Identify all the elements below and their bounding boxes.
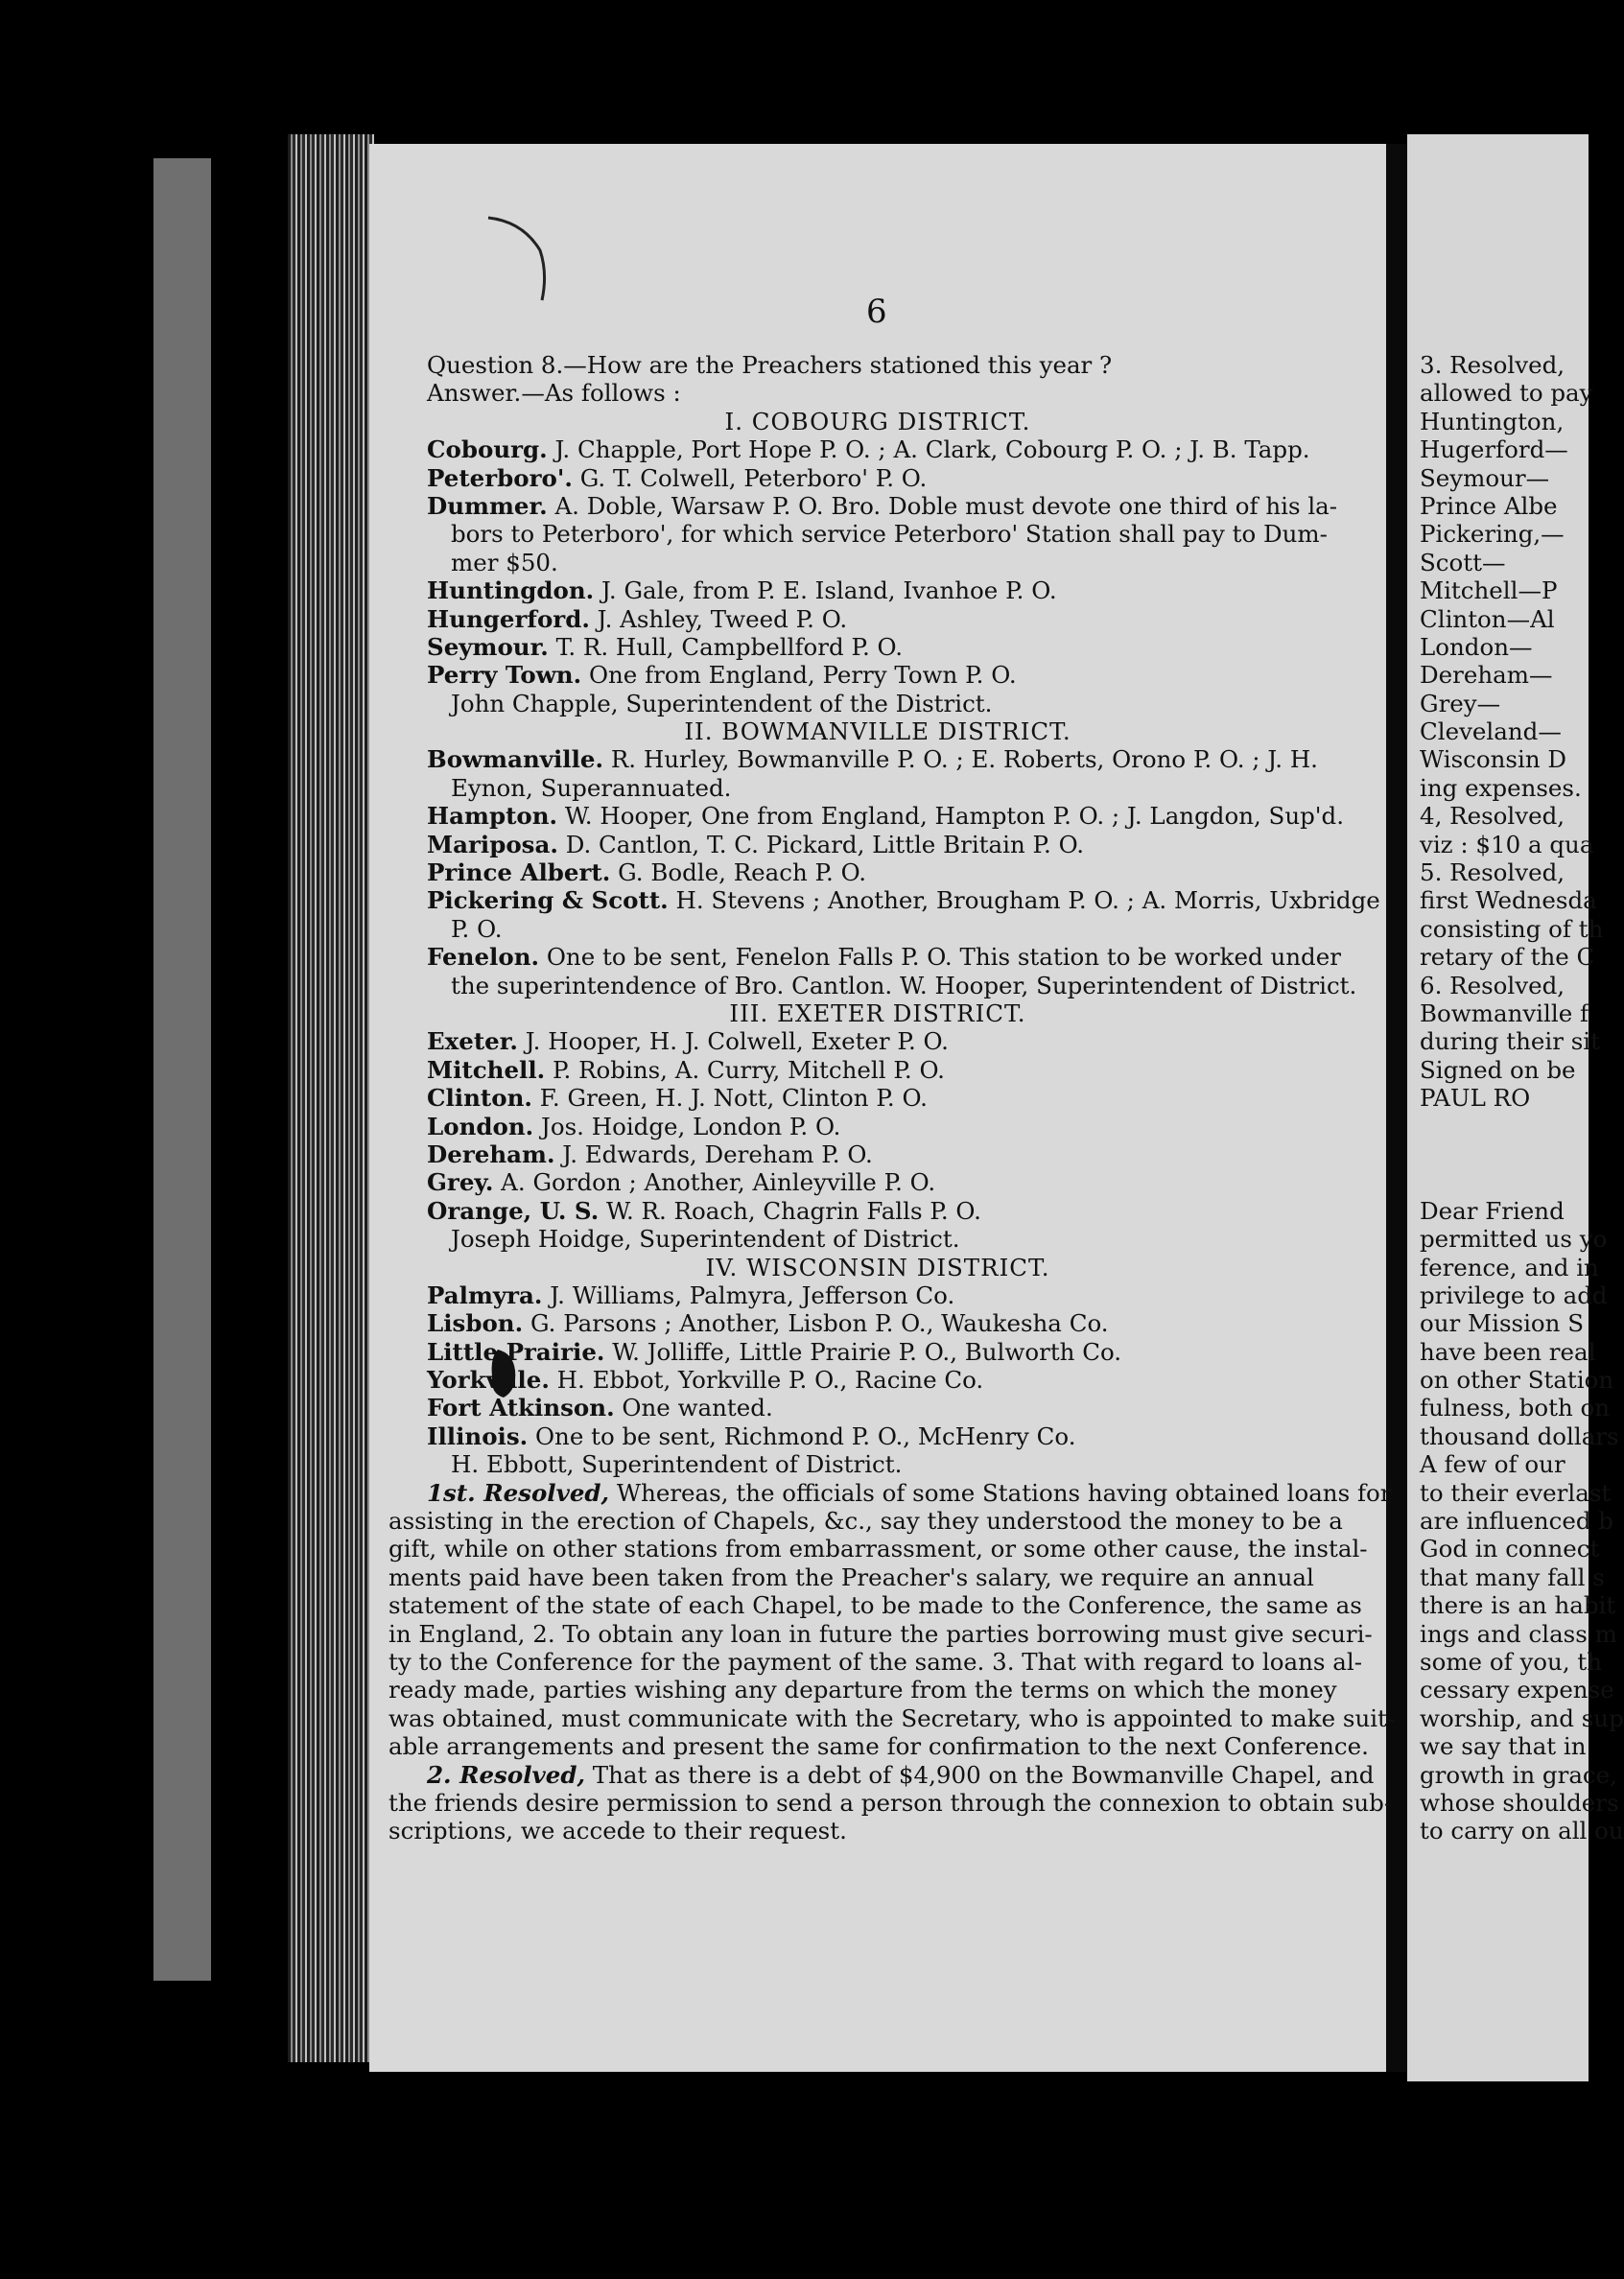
resolution-text: the friends desire permission to send a person through the connexion to obtain sub- [388, 1788, 1393, 1817]
question-line: Question 8.—How are the Preachers stationed this year ? [427, 351, 1113, 379]
station-name: Hungerford. [427, 604, 590, 633]
scan-shadow [153, 158, 211, 1981]
station-appointment: H. Ebbot, Yorkville P. O., Racine Co. [556, 1366, 984, 1395]
district-superintendent: H. Ebbott, Superintendent of District. [451, 1450, 903, 1479]
station-name: Dummer. [427, 491, 548, 520]
station-name: Prince Albert. [427, 858, 611, 887]
right-page-line: our Mission S [1420, 1309, 1585, 1338]
right-page-line: some of you, th [1420, 1647, 1603, 1676]
station-name: Hampton. [427, 802, 558, 831]
district-heading: III. EXETER DISTRICT. [729, 999, 1026, 1027]
right-page-line: to their everlast [1420, 1478, 1612, 1507]
resolution-text: able arrangements and present the same for confirmation to the next Conference. [388, 1732, 1369, 1761]
station-name: Orange, U. S. [427, 1196, 600, 1225]
station-name: Little Prairie. [427, 1337, 605, 1366]
right-page-line: growth in grace, [1420, 1760, 1617, 1789]
right-page-line: 3. Resolved, [1420, 351, 1565, 379]
right-page-line: during their sit [1420, 1027, 1600, 1056]
right-page-line: Pickering,— [1420, 520, 1565, 549]
station-entry [388, 464, 1367, 492]
station-appointment: W. R. Roach, Chagrin Falls P. O. [606, 1196, 981, 1225]
right-page-line: retary of the C [1420, 943, 1595, 972]
right-page-line: 6. Resolved, [1420, 971, 1565, 999]
station-name: Mariposa. [427, 830, 558, 858]
district-superintendent: John Chapple, Superintendent of the District. [451, 689, 993, 717]
resolution-text: scriptions, we accede to their request. [388, 1817, 847, 1845]
station-name: Exeter. [427, 1027, 518, 1056]
station-appointment: One to be sent, Fenelon Falls P. O. This station to be worked under [546, 943, 1341, 972]
left-page-text [388, 351, 1396, 1845]
right-page-line: privilege to add [1420, 1280, 1608, 1309]
book-gutter [1386, 144, 1407, 2072]
station-entry [388, 1281, 1367, 1309]
station-name: Bowmanville. [427, 745, 604, 774]
district-superintendent: Joseph Hoidge, Superintendent of District. [451, 1225, 960, 1254]
station-entry [388, 802, 1367, 830]
right-page-line: God in connect [1420, 1535, 1600, 1563]
station-appointment: R. Hurley, Bowmanville P. O. ; E. Roberts, Orono P. O. ; J. H. [610, 745, 1318, 774]
right-page-line: there is an habit [1420, 1591, 1616, 1620]
resolution-line [388, 1788, 1393, 1817]
pen-stroke-mark [484, 206, 561, 312]
right-page-line [1420, 1168, 1612, 1196]
right-page-line: Prince Albe [1420, 491, 1558, 520]
right-page-line: allowed to pay [1420, 379, 1593, 408]
right-page-line: thousand dollars [1420, 1421, 1619, 1450]
page-edges [288, 134, 374, 2062]
resolution-text: ty to the Conference for the payment of the same. 3. That with regard to loans al- [388, 1647, 1362, 1676]
resolution-text: assisting in the erection of Chapels, &c., say they understood the money to be a [388, 1507, 1343, 1536]
station-entry [388, 520, 1367, 548]
station-name: Fort Atkinson. [427, 1394, 615, 1422]
district-heading: IV. WISCONSIN DISTRICT. [705, 1253, 1050, 1281]
station-entry [388, 831, 1367, 858]
resolution-text: gift, while on other stations from embarrassment, or some other cause, the instal- [388, 1535, 1368, 1563]
station-name: Clinton. [427, 1084, 532, 1113]
station-appointment: T. R. Hull, Campbellford P. O. [555, 632, 903, 661]
station-entry [388, 633, 1367, 661]
right-page-line: 4, Resolved, [1420, 802, 1565, 831]
station-entry [388, 605, 1367, 633]
resolution-line [388, 1591, 1367, 1619]
station-name: Mitchell. [427, 1055, 546, 1084]
right-page-line: whose shoulders [1420, 1788, 1619, 1817]
right-page-line: viz : $10 a qua [1420, 830, 1594, 858]
station-appointment: F. Green, H. J. Nott, Clinton P. O. [539, 1084, 928, 1113]
station-entry [388, 858, 1367, 886]
station-appointment: P. Robins, A. Curry, Mitchell P. O. [553, 1055, 945, 1084]
station-entry [388, 1309, 1367, 1337]
station-name: Palmyra. [427, 1280, 543, 1309]
station-entry [388, 661, 1367, 689]
right-page-line: Dereham— [1420, 661, 1553, 690]
station-entry [388, 1168, 1367, 1196]
station-appointment: G. Bodle, Reach P. O. [618, 858, 867, 887]
resolution-text: That as there is a debt of $4,900 on the Bowmanville Chapel, and [592, 1760, 1375, 1789]
right-page-line: Scott— [1420, 548, 1506, 576]
station-entry [388, 549, 1367, 576]
station-appointment: A. Gordon ; Another, Ainleyville P. O. [501, 1168, 936, 1197]
station-name: Fenelon. [427, 943, 540, 972]
right-page-line: permitted us yo [1420, 1225, 1608, 1254]
station-entry [388, 1140, 1367, 1168]
station-appointment: W. Jolliffe, Little Prairie P. O., Bulworth Co. [612, 1337, 1122, 1366]
station-appointment: H. Stevens ; Another, Brougham P. O. ; A. Morris, Uxbridge [675, 886, 1380, 915]
station-appointment: One wanted. [622, 1394, 773, 1422]
station-appointment: One from England, Perry Town P. O. [588, 661, 1017, 690]
station-appointment: G. T. Colwell, Peterboro' P. O. [579, 463, 928, 492]
station-appointment: J. Ashley, Tweed P. O. [597, 604, 848, 633]
right-page-line: Seymour— [1420, 463, 1550, 492]
station-name: Peterboro'. [427, 463, 573, 492]
station-appointment: bors to Peterboro', for which service Peterboro' Station shall pay to Dum- [451, 520, 1328, 549]
station-entry [388, 774, 1367, 802]
station-entry [388, 1394, 1367, 1421]
right-page-line: are influenced b [1420, 1507, 1613, 1536]
page-number: 6 [866, 293, 887, 331]
right-page-line: fulness, both on [1420, 1394, 1611, 1422]
right-page-line: first Wednesda [1420, 886, 1597, 915]
station-entry [388, 972, 1367, 999]
station-appointment: J. Hooper, H. J. Colwell, Exeter P. O. [525, 1027, 949, 1056]
right-page-line: Cleveland— [1420, 717, 1562, 746]
station-name: Grey. [427, 1168, 494, 1197]
right-page-line: ference, and in [1420, 1253, 1599, 1281]
station-appointment: J. Chapple, Port Hope P. O. ; A. Clark, Cobourg P. O. ; J. B. Tapp. [554, 435, 1310, 464]
resolution-line [388, 1563, 1367, 1591]
right-page-line: Mitchell—P [1420, 576, 1558, 605]
right-page-line: PAUL RO [1420, 1084, 1531, 1113]
resolution-line [388, 1703, 1396, 1732]
right-page-line [1420, 1140, 1612, 1168]
station-name: Lisbon. [427, 1309, 524, 1338]
station-entry [388, 1056, 1367, 1084]
resolution-text: in England, 2. To obtain any loan in future the parties borrowing must give securi- [388, 1619, 1373, 1648]
resolution-text: ready made, parties wishing any departure from the terms on which the money [388, 1676, 1337, 1704]
station-entry [388, 576, 1367, 604]
station-entry [388, 943, 1367, 971]
right-page-line: that many fall s [1420, 1562, 1605, 1591]
station-appointment: Eynon, Superannuated. [451, 773, 732, 802]
resolution-line [388, 1478, 1392, 1507]
station-name: Pickering & Scott. [427, 886, 669, 915]
resolution-label: 1st. Resolved, [427, 1478, 610, 1507]
station-appointment: D. Cantlon, T. C. Pickard, Little Britain P. O. [565, 830, 1085, 858]
resolution-line [388, 1676, 1367, 1703]
station-entry [388, 492, 1367, 520]
station-appointment: Jos. Hoidge, London P. O. [541, 1112, 841, 1140]
station-entry [388, 1422, 1367, 1450]
right-page-line: have been real [1420, 1337, 1596, 1366]
district-heading: II. BOWMANVILLE DISTRICT. [684, 717, 1071, 746]
right-page-line: on other Station [1420, 1366, 1614, 1395]
station-entry [388, 1113, 1367, 1140]
resolution-line [388, 1817, 1367, 1844]
right-page-line: cessary expense [1420, 1676, 1614, 1704]
station-appointment: A. Doble, Warsaw P. O. Bro. Doble must devote one third of his la- [554, 491, 1338, 520]
station-entry [388, 435, 1367, 463]
station-appointment: W. Hooper, One from England, Hampton P. O. ; J. Langdon, Sup'd. [564, 802, 1345, 831]
right-page-line: Bowmanville f [1420, 999, 1589, 1027]
right-page-line: Wisconsin D [1420, 745, 1567, 774]
station-appointment: P. O. [451, 914, 503, 943]
station-entry [388, 886, 1380, 915]
resolution-text: ments paid have been taken from the Preacher's salary, we require an annual [388, 1562, 1314, 1591]
station-entry [388, 745, 1367, 773]
resolution-text: statement of the state of each Chapel, to be made to the Conference, the same as [388, 1591, 1362, 1620]
station-appointment: J. Gale, from P. E. Island, Ivanhoe P. O. [600, 576, 1057, 605]
station-name: Seymour. [427, 632, 549, 661]
right-page-line [1420, 1113, 1612, 1140]
resolution-line [388, 1760, 1375, 1789]
right-page-line: Grey— [1420, 689, 1501, 717]
right-page-line: ing expenses. [1420, 773, 1582, 802]
resolution-text: was obtained, must communicate with the Secretary, who is appointed to make suit- [388, 1703, 1396, 1732]
station-name: Perry Town. [427, 661, 582, 690]
right-page-line: Hugerford— [1420, 435, 1568, 464]
answer-line: Answer.—As follows : [427, 379, 681, 408]
station-entry [388, 915, 1367, 943]
station-name: Huntingdon. [427, 576, 595, 605]
station-appointment: mer $50. [451, 548, 558, 576]
station-name: Cobourg. [427, 435, 548, 464]
station-appointment: the superintendence of Bro. Cantlon. W. Hooper, Superintendent of District. [451, 971, 1357, 999]
station-name: Yorkville. [427, 1366, 550, 1395]
resolution-text: Whereas, the officials of some Stations having obtained loans for [616, 1478, 1392, 1507]
station-appointment: J. Williams, Palmyra, Jefferson Co. [550, 1280, 955, 1309]
resolution-line [388, 1648, 1367, 1676]
station-appointment: J. Edwards, Dereham P. O. [562, 1140, 873, 1168]
district-heading: I. COBOURG DISTRICT. [724, 407, 1031, 435]
station-entry [388, 1027, 1367, 1055]
right-page-line: consisting of th [1420, 914, 1604, 943]
resolution-line [388, 1535, 1367, 1562]
station-appointment: One to be sent, Richmond P. O., McHenry Co. [534, 1421, 1076, 1450]
resolution-line [388, 1732, 1367, 1760]
station-entry [388, 1366, 1367, 1394]
station-entry [388, 1197, 1367, 1225]
station-name: Dereham. [427, 1140, 555, 1168]
right-page-line: 5. Resolved, [1420, 858, 1565, 887]
right-page-line: Signed on be [1420, 1055, 1576, 1084]
right-page-text-fragment [1420, 351, 1624, 1845]
right-page-line: we say that in [1420, 1732, 1587, 1761]
right-page-line: Huntington, [1420, 407, 1565, 435]
station-appointment: G. Parsons ; Another, Lisbon P. O., Waukesha Co. [530, 1309, 1109, 1338]
right-page-line: A few of our [1420, 1450, 1565, 1479]
resolution-label: 2. Resolved, [427, 1760, 585, 1789]
right-page-line: Clinton—Al [1420, 604, 1555, 633]
right-page-line: Dear Friend [1420, 1196, 1565, 1225]
right-page-line: worship, and sup [1420, 1703, 1624, 1732]
right-page-line: to carry on all ou [1420, 1817, 1624, 1845]
station-name: London. [427, 1112, 534, 1140]
right-page-line: ings and class m [1420, 1619, 1617, 1648]
resolution-line [388, 1619, 1373, 1648]
station-name: Illinois. [427, 1421, 529, 1450]
resolution-line [388, 1507, 1367, 1535]
station-entry [388, 1084, 1367, 1112]
station-entry [388, 1338, 1367, 1366]
right-page-line: London— [1420, 632, 1533, 661]
